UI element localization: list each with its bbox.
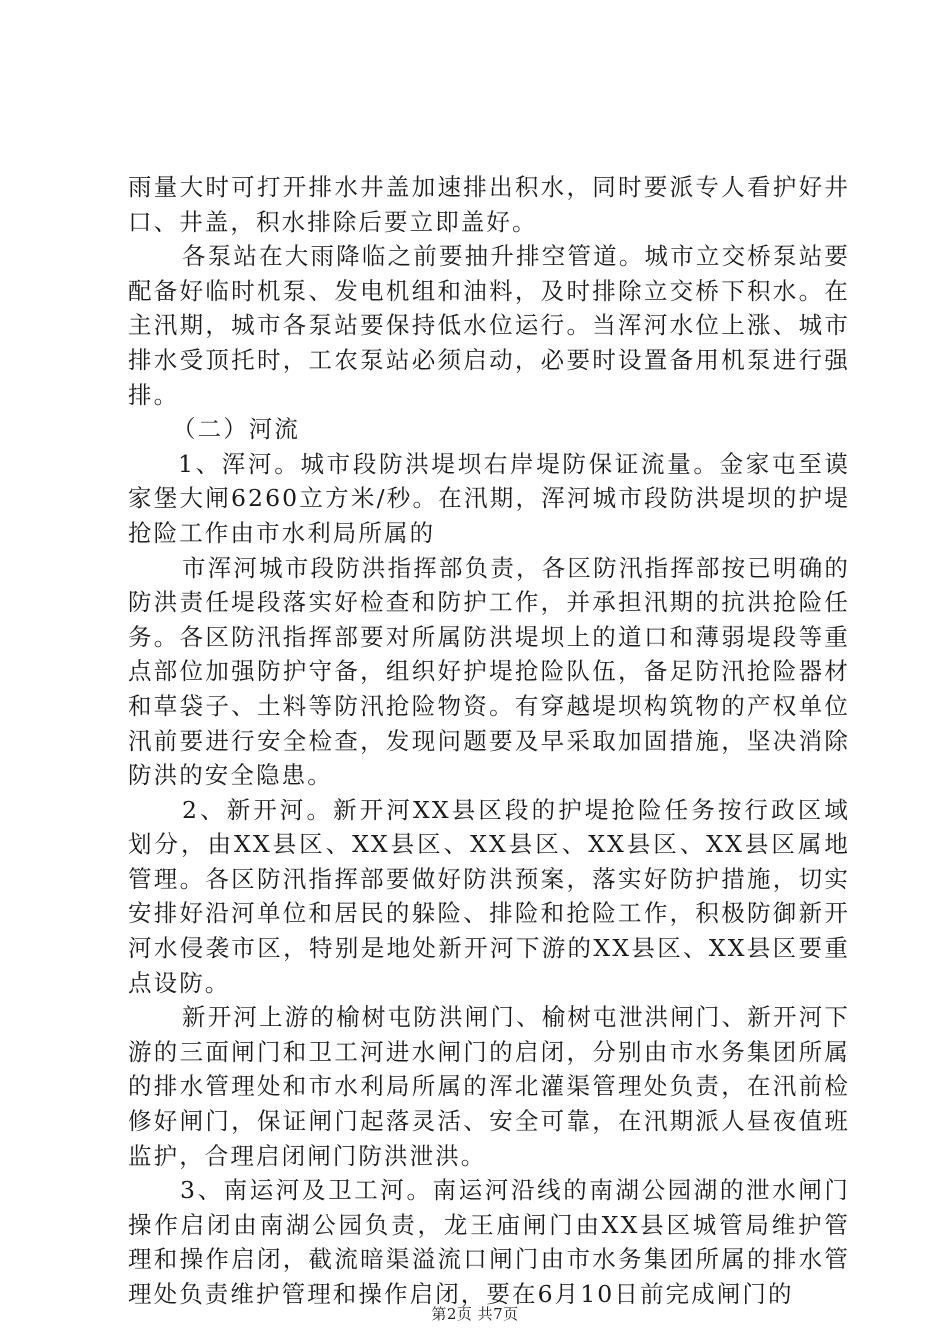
paragraph-hun-river: 1、浑河。城市段防洪堤坝右岸堤防保证流量。金家屯至谟家堡大闸6260立方米/秒。在汛期，浑河城市段防洪堤坝的护堤抢险工作由市水利局所属的 [128,449,850,547]
paragraph-xinkai-gates: 新开河上游的榆树屯防洪闸门、榆树屯泄洪闸门、新开河下游的三面闸门和卫工河进水闸门的启闭，分别由市水务集团所属的排水管理处和市水利局所属的浑北灌渠管理处负责，在汛前检修好闸门，保证闸门起落灵活、安全可靠，在汛期派人昼夜值班监护，合理启闭闸门防洪泄洪。 [128,1003,850,1170]
paragraph-pump-stations: 各泵站在大雨降临之前要抽升排空管道。城市立交桥泵站要配备好临时机泵、发电机组和油料，及时排除立交桥下积水。在主汛期，城市各泵站要保持低水位运行。当浑河水位上涨、城市排水受顶托时，工农泵站必须启动，必要时设置备用机泵进行强排。 [128,242,850,409]
document-body [128,170,850,1312]
page-number-footer: 第2页 共7页 [431,1305,519,1323]
section-heading-rivers: （二）河流 [172,415,300,444]
paragraph-hun-river-command: 市浑河城市段防洪指挥部负责，各区防汛指挥部按已明确的防洪责任堤段落实好检查和防护工作，并承担汛期的抗洪抢险任务。各区防汛指挥部要对所属防洪堤坝上的道口和薄弱堤段等重点部位加强防护守备，组织好护堤抢险队伍，备足防汛抢险器材和草袋子、土料等防汛抢险物资。有穿越堤坝构筑物的产权单位汛前要进行安全检查，发现问题要及早采取加固措施，坚决消除防洪的安全隐患。 [128,553,850,790]
paragraph-nanyun-river: 3、南运河及卫工河。南运河沿线的南湖公园湖的泄水闸门操作启闭由南湖公园负责，龙王庙闸门由XX县区城管局维护管理和操作启闭，截流暗渠溢流口闸门由市水务集团所属的排水管理处负责维护管理和操作启闭，要在6月10日前完成闸门的 [128,1176,850,1308]
paragraph-xinkai-river: 2、新开河。新开河XX县区段的护堤抢险任务按行政区域划分，由XX县区、XX县区、XX县区、XX县区、XX县区属地管理。各区防汛指挥部要做好防洪预案，落实好防护措施，切实安排好沿河单位和居民的躲险、排险和抢险工作，积极防御新开河水侵袭市区，特别是地处新开河下游的XX县区、XX县区要重点设防。 [128,795,850,997]
paragraph-drainage-continuation: 雨量大时可打开排水井盖加速排出积水，同时要派专人看护好井口、井盖，积水排除后要立即盖好。 [128,173,850,236]
